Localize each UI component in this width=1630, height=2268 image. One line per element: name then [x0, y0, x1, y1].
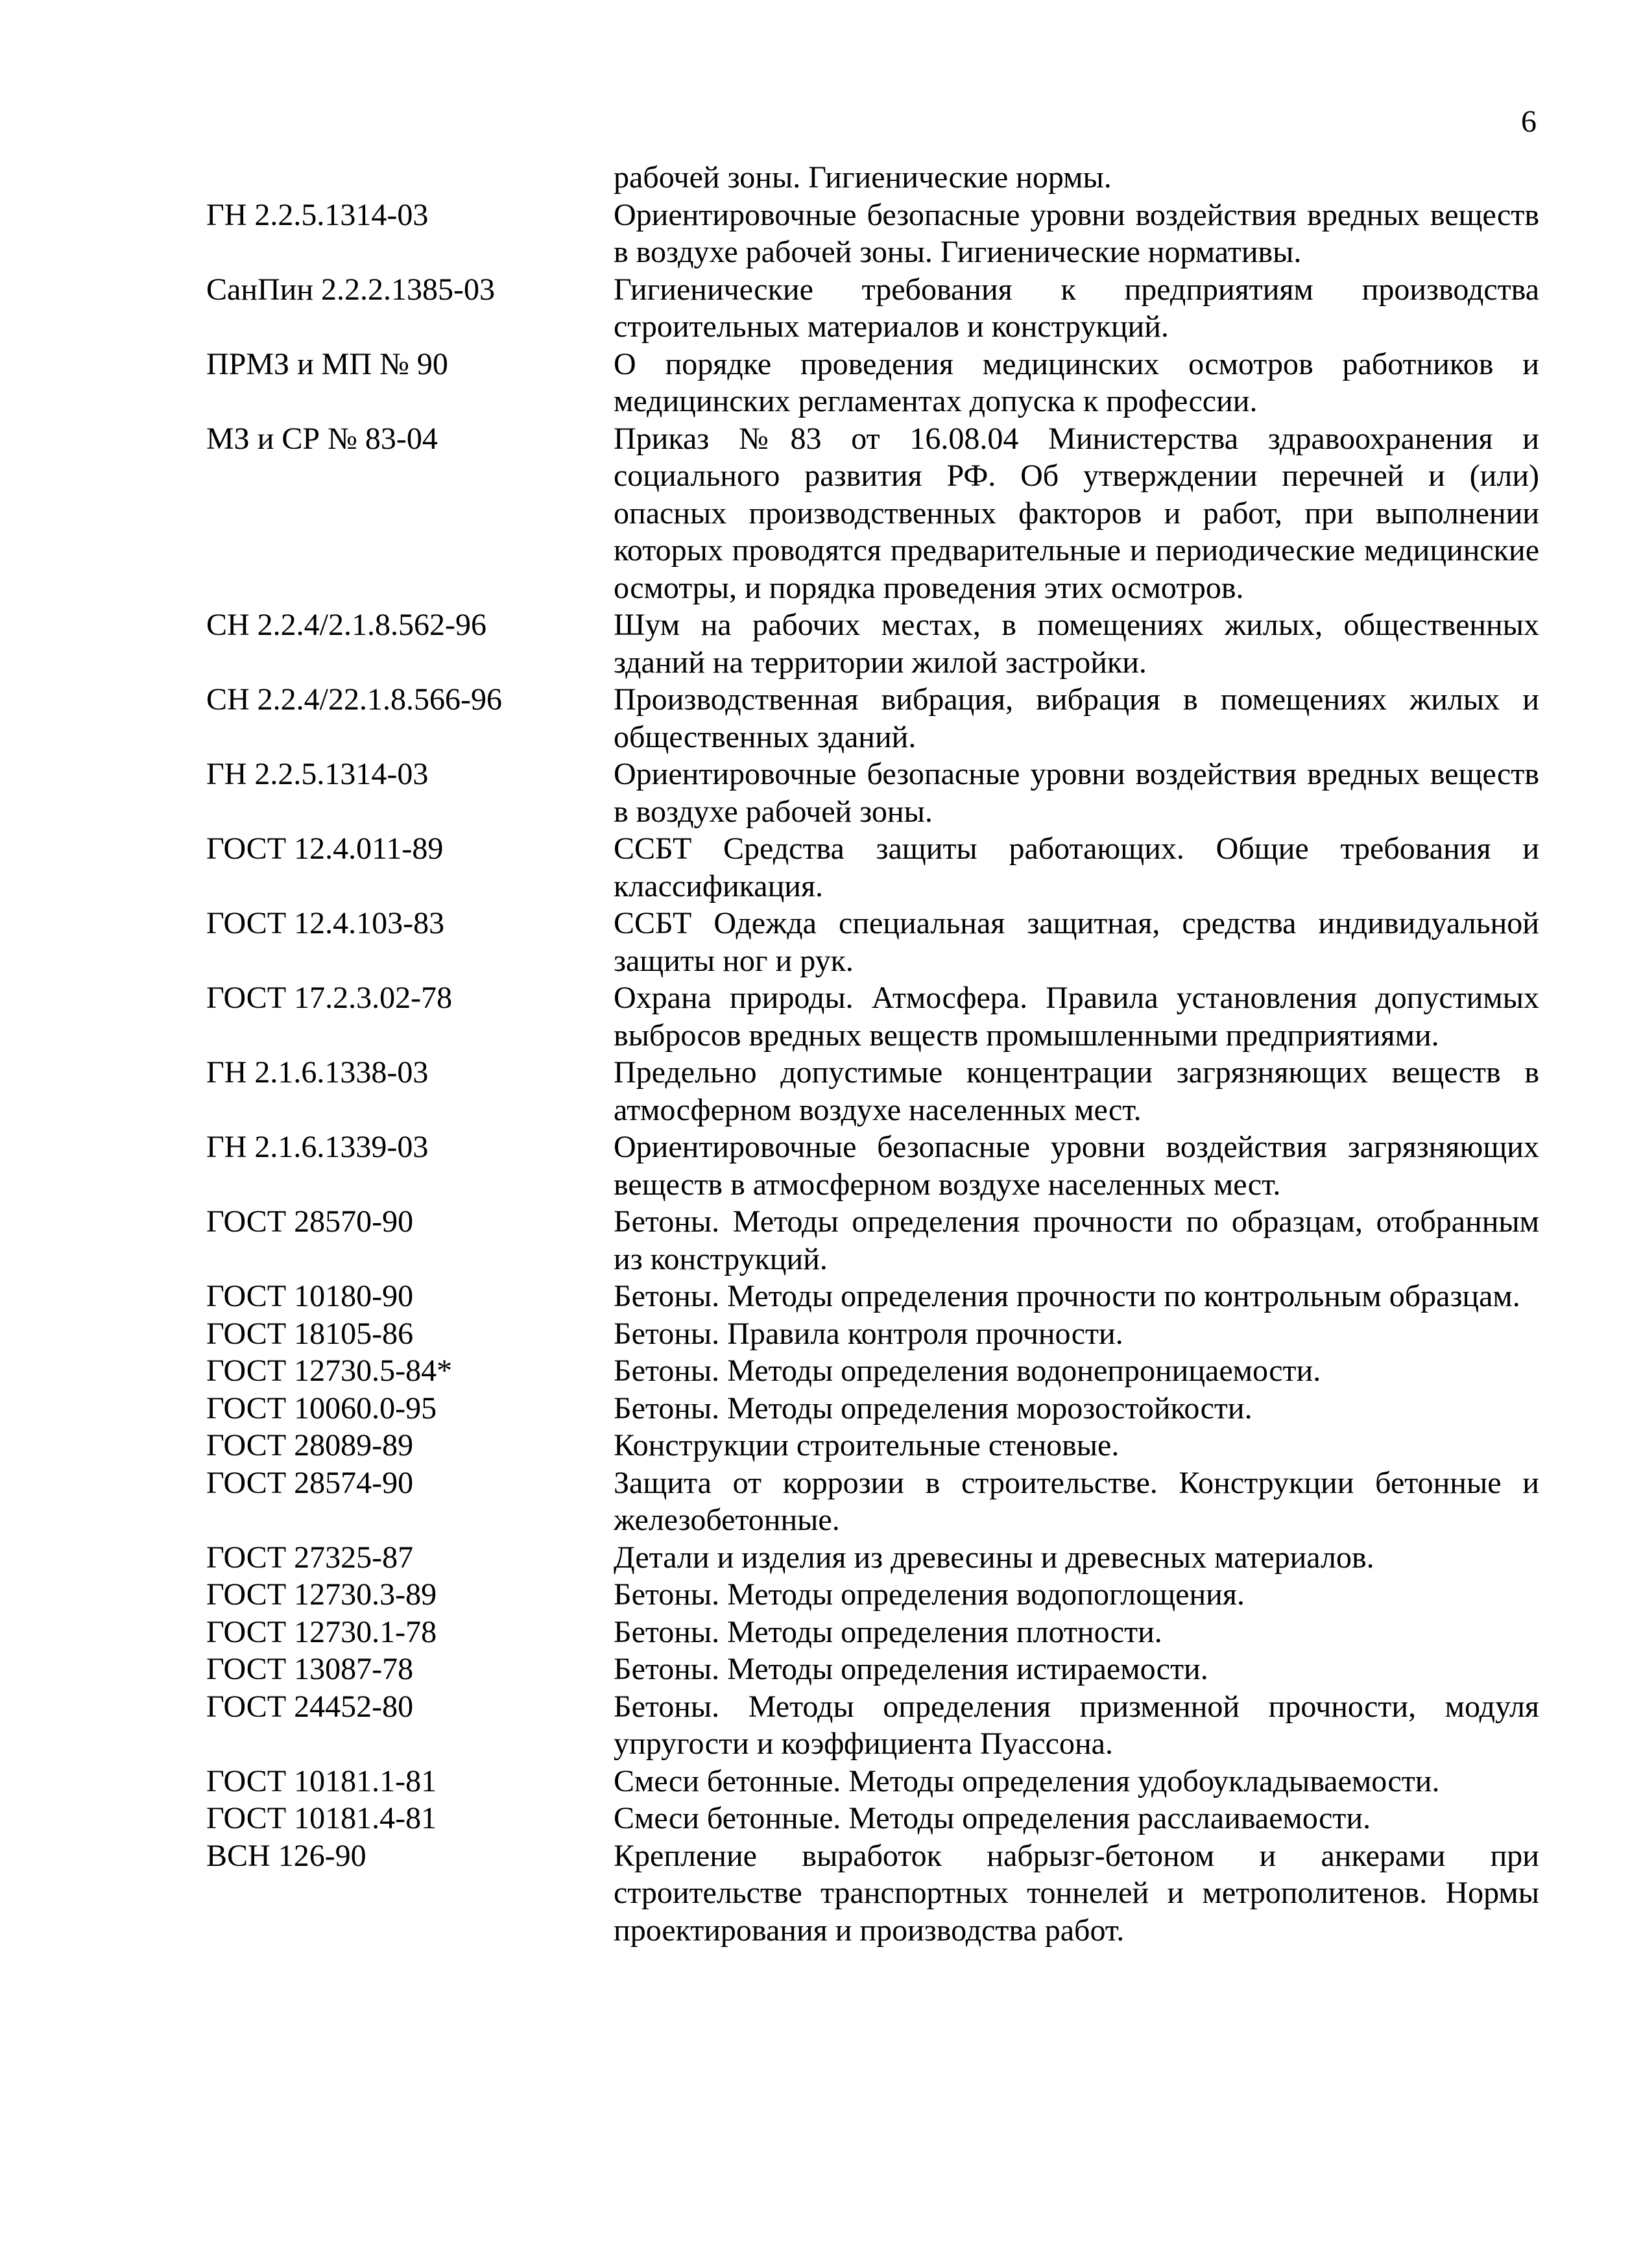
document-code: ГОСТ 10060.0-95: [206, 1391, 437, 1426]
list-item: [206, 1128, 1539, 1203]
document-code: ГН 2.2.5.1314-03: [206, 197, 429, 232]
list-item: [206, 1427, 1539, 1464]
document-title: Бетоны. Правила контроля прочности.: [614, 1316, 1123, 1351]
document-title: Смеси бетонные. Методы определения расслаиваемости.: [614, 1801, 1371, 1835]
document-code: ГОСТ 10181.4-81: [206, 1801, 437, 1835]
list-item: [206, 830, 1539, 905]
document-title: О порядке проведения медицинских осмотров работников и медицинских регламентах допуска к профессии.: [614, 346, 1539, 418]
list-item: [206, 1539, 1539, 1577]
normative-documents-list: [206, 159, 1539, 1949]
list-item: [206, 1688, 1539, 1763]
document-title: Бетоны. Методы определения водопоглощения.: [614, 1577, 1245, 1612]
document-title: ССБТ Одежда специальная защитная, средства индивидуальной защиты ног и рук.: [614, 906, 1539, 978]
document-title: Бетоны. Методы определения прочности по образцам, отобранным из конструкций.: [614, 1204, 1539, 1276]
list-item: [206, 271, 1539, 346]
document-code: СН 2.2.4/2.1.8.562-96: [206, 608, 486, 642]
list-item: [206, 1315, 1539, 1353]
document-code: МЗ и СР № 83-04: [206, 421, 438, 456]
document-code: ГОСТ 12730.1-78: [206, 1614, 437, 1649]
list-item: [206, 1390, 1539, 1427]
document-title: Крепление выработок набрызг-бетоном и анкерами при строительстве транспортных тоннелей и метрополитенов. Нормы проектирования и производства работ.: [614, 1838, 1539, 1948]
list-item: [206, 1352, 1539, 1390]
document-title: Детали и изделия из древесины и древесных материалов.: [614, 1540, 1374, 1575]
document-title: рабочей зоны. Гигиенические нормы.: [614, 160, 1112, 195]
document-code: ГН 2.1.6.1339-03: [206, 1130, 429, 1164]
list-item: [206, 1278, 1539, 1315]
list-item: [206, 420, 1539, 607]
document-title: Охрана природы. Атмосфера. Правила установления допустимых выбросов вредных веществ промышленными предприятиями.: [614, 981, 1539, 1053]
document-title: Предельно допустимые концентрации загрязняющих веществ в атмосферном воздухе населенных мест.: [614, 1055, 1539, 1127]
list-item: [206, 1800, 1539, 1837]
list-item: [206, 1464, 1539, 1539]
document-code: ГОСТ 28089-89: [206, 1428, 414, 1462]
document-title: Гигиенические требования к предприятиям производства строительных материалов и конструкций.: [614, 272, 1539, 344]
document-title: Бетоны. Методы определения истираемости.: [614, 1652, 1208, 1686]
list-item: [206, 1054, 1539, 1128]
document-code: ГОСТ 17.2.3.02-78: [206, 981, 453, 1015]
document-title: Бетоны. Методы определения морозостойкости.: [614, 1391, 1252, 1426]
list-item: [206, 197, 1539, 271]
document-title: Ориентировочные безопасные уровни воздействия вредных веществ в воздухе рабочей зоны. Гигиенические нормативы.: [614, 197, 1539, 269]
document-code: ПРМЗ и МП № 90: [206, 346, 448, 381]
document-title: Бетоны. Методы определения прочности по контрольным образцам.: [614, 1279, 1520, 1313]
document-code: ГН 2.1.6.1338-03: [206, 1055, 429, 1090]
list-item: [206, 681, 1539, 756]
document-title: Бетоны. Методы определения водонепроницаемости.: [614, 1354, 1321, 1388]
document-title: Производственная вибрация, вибрация в помещениях жилых и общественных зданий.: [614, 682, 1539, 754]
document-title: Ориентировочные безопасные уровни воздействия загрязняющих веществ в атмосферном воздухе населенных мест.: [614, 1130, 1539, 1202]
list-item: [206, 1576, 1539, 1614]
document-title: Смеси бетонные. Методы определения удобоукладываемости.: [614, 1763, 1440, 1798]
document-code: ГОСТ 10180-90: [206, 1279, 414, 1313]
list-item: [206, 905, 1539, 979]
document-code: ГОСТ 18105-86: [206, 1316, 414, 1351]
document-title: Защита от коррозии в строительстве. Конструкции бетонные и железобетонные.: [614, 1465, 1539, 1537]
document-title: Конструкции строительные стеновые.: [614, 1428, 1120, 1462]
document-title: ССБТ Средства защиты работающих. Общие требования и классификация.: [614, 831, 1539, 903]
document-code: СанПин 2.2.2.1385-03: [206, 272, 496, 307]
document-code: ГОСТ 13087-78: [206, 1652, 414, 1686]
document-title: Шум на рабочих местах, в помещениях жилых, общественных зданий на территории жилой застройки.: [614, 608, 1539, 680]
document-title: Бетоны. Методы определения плотности.: [614, 1614, 1162, 1649]
document-title: Ориентировочные безопасные уровни воздействия вредных веществ в воздухе рабочей зоны.: [614, 757, 1539, 829]
document-code: ГОСТ 27325-87: [206, 1540, 414, 1575]
document-code: ГОСТ 10181.1-81: [206, 1763, 437, 1798]
document-code: ГОСТ 24452-80: [206, 1689, 414, 1724]
list-item: [206, 1651, 1539, 1688]
document-code: ГН 2.2.5.1314-03: [206, 757, 429, 791]
list-item: [206, 1203, 1539, 1278]
list-item: [206, 1614, 1539, 1651]
document-code: ВСН 126-90: [206, 1838, 366, 1873]
document-code: ГОСТ 12730.5-84*: [206, 1354, 453, 1388]
list-item: [206, 346, 1539, 420]
list-item: [206, 159, 1539, 197]
list-item: [206, 1763, 1539, 1800]
page-number: 6: [1521, 104, 1537, 139]
document-code: ГОСТ 12730.3-89: [206, 1577, 437, 1612]
document-code: ГОСТ 12.4.011-89: [206, 831, 444, 866]
list-item: [206, 756, 1539, 830]
document-code: ГОСТ 12.4.103-83: [206, 906, 445, 940]
document-code: СН 2.2.4/22.1.8.566-96: [206, 682, 502, 717]
list-item: [206, 1837, 1539, 1950]
document-title: Бетоны. Методы определения призменной прочности, модуля упругости и коэффициента Пуассона.: [614, 1689, 1539, 1761]
list-item: [206, 606, 1539, 681]
document-title: Приказ №83 от 16.08.04 Министерства здравоохранения и социального развития РФ. Об утверждении перечней и (или) опасных производственных факторов и работ, при выполнении которых проводятся предварительные и периодические медицинские осмотры, и порядка проведения этих осмотров.: [614, 421, 1539, 605]
document-code: ГОСТ 28574-90: [206, 1465, 414, 1500]
list-item: [206, 979, 1539, 1054]
document-code: ГОСТ 28570-90: [206, 1204, 414, 1239]
